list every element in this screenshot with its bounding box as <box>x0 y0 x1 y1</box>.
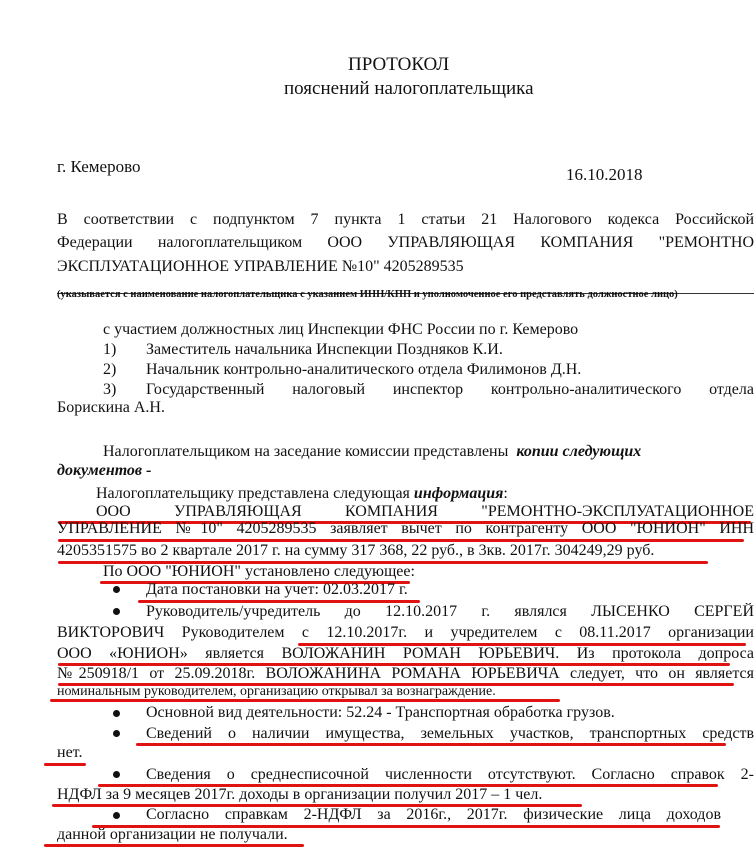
doc-subtitle: пояснений налогоплательщика <box>284 78 534 99</box>
doc-title: ПРОТОКОЛ <box>348 54 450 75</box>
bullet-1-text: Дата постановки на учет: 02.03.2017 г. <box>146 581 408 598</box>
bullet-4-underline-1 <box>136 743 726 746</box>
bullet-5-line-2: НДФЛ за 9 месяцев 2017г. доходы в организации получил 2017 – 1 чел. <box>57 786 543 803</box>
docs-emphasis-1: копии следующих <box>516 443 642 460</box>
para1-line-2: УПРАВЛЕНИЕ №10" 4205289535 заявляет вычет по контрагенту ООО "ЮНИОН" ИНН <box>57 520 754 537</box>
docs-text: Налогоплательщиком на заседание комиссии представлены <box>103 443 509 460</box>
bullet-2-line-1: Руководитель/учредитель до 12.10.2017 г. являлся ЛЫСЕНКО СЕРГЕЙ <box>146 603 754 620</box>
intro-line-3: ЭКСПЛУАТАЦИОННОЕ УПРАВЛЕНИЕ №10" 4205289535 <box>57 258 464 275</box>
para1-line-3: 4205351575 во 2 квартале 2017 г. на сумму 317 368, 22 руб., в 3кв. 2017г. 304249,29 руб. <box>57 542 655 559</box>
intro-line-1: В соответствии с подпунктом 7 пункта 1 статьи 21 Налогового кодекса Российской <box>57 211 754 228</box>
bullet-6-line-1: Согласно справкам 2-НДФЛ за 2016г., 2017г. физические лица доходов <box>146 806 721 823</box>
docs-line-1 <box>103 443 754 461</box>
info-colon: : <box>503 485 508 502</box>
bullet-6-underline-2 <box>44 844 304 847</box>
bullet-3-text: Основной вид деятельности: 52.24 - Транспортная обработка грузов. <box>146 704 615 721</box>
doc-date: 16.10.2018 <box>566 165 643 184</box>
info-intro: Налогоплательщику представлена следующая <box>96 485 410 502</box>
bullet-2 <box>113 608 120 615</box>
participant-2: Начальник контрольно-аналитического отдела Филимонов Д.Н. <box>146 361 582 378</box>
bullet-1 <box>113 586 120 593</box>
representative-note: (указывается с наименование налогоплательщика с указанием ИНН/КПП и уполномоченное его представлять должностное лицо) <box>57 289 678 300</box>
established-line: По ООО "ЮНИОН" установлено следующее: <box>103 563 415 580</box>
bullet-2-line-5: номинальным руководителем, организацию открывал за вознаграждение. <box>57 684 496 699</box>
bullet-6-line-2: данной организации не получали. <box>57 826 288 843</box>
participant-3-num: 3) <box>103 381 117 398</box>
bullet-4-underline-2 <box>44 763 86 766</box>
participant-2-num: 2) <box>103 361 117 378</box>
participant-3: Государственный налоговый инспектор контрольно-аналитического отдела <box>146 381 754 398</box>
bullet-5-line-1: Сведения о среднесписочной численности отсутствуют. Согласно справок 2- <box>146 766 754 783</box>
bullet-2-underline-5 <box>50 699 560 702</box>
para1-line-1: ООО УПРАВЛЯЮЩАЯ КОМПАНИЯ "РЕМОНТНО-ЭКСПЛУАТАЦИОННОЕ <box>96 503 754 520</box>
info-intro-line <box>96 485 508 503</box>
bullet-3 <box>113 710 120 717</box>
intro-line-2: Федерации налогоплательщиком ООО УПРАВЛЯЮЩАЯ КОМПАНИЯ "РЕМОНТНО <box>57 234 754 251</box>
bullet-2-line-3: ООО «ЮНИОН» является ВОЛОЖАНИН РОМАН ЮРЬЕВИЧ. Из протокола допроса <box>57 645 754 662</box>
bullet-5 <box>113 771 120 778</box>
info-emphasis: информация <box>413 485 504 502</box>
participant-1-num: 1) <box>103 341 117 358</box>
doc-city: г. Кемерово <box>57 157 141 176</box>
bullet-4-line-1: Сведений о наличии имущества, земельных участков, транспортных средств <box>146 725 754 742</box>
bullet-6 <box>113 812 120 819</box>
bullet-4 <box>113 730 120 737</box>
participant-3-cont: Борискина А.Н. <box>57 399 165 416</box>
bullet-2-line-4: №250918/1 от 25.09.2018г. ВОЛОЖАНИНА РОМАНА ЮРЬЕВИЧА следует, что он является <box>57 665 754 682</box>
participant-1: Заместитель начальника Инспекции Поздняков К.И. <box>146 341 503 358</box>
docs-emphasis-2: документов - <box>57 462 152 479</box>
participants-intro: с участием должностных лиц Инспекции ФНС России по г. Кемерово <box>103 321 579 338</box>
bullet-2-line-2: ВИКТОРОВИЧ Руководителем с 12.10.2017г. и учредителем с 08.11.2017 организации <box>57 624 754 641</box>
bullet-4-line-2: нет. <box>57 744 83 761</box>
